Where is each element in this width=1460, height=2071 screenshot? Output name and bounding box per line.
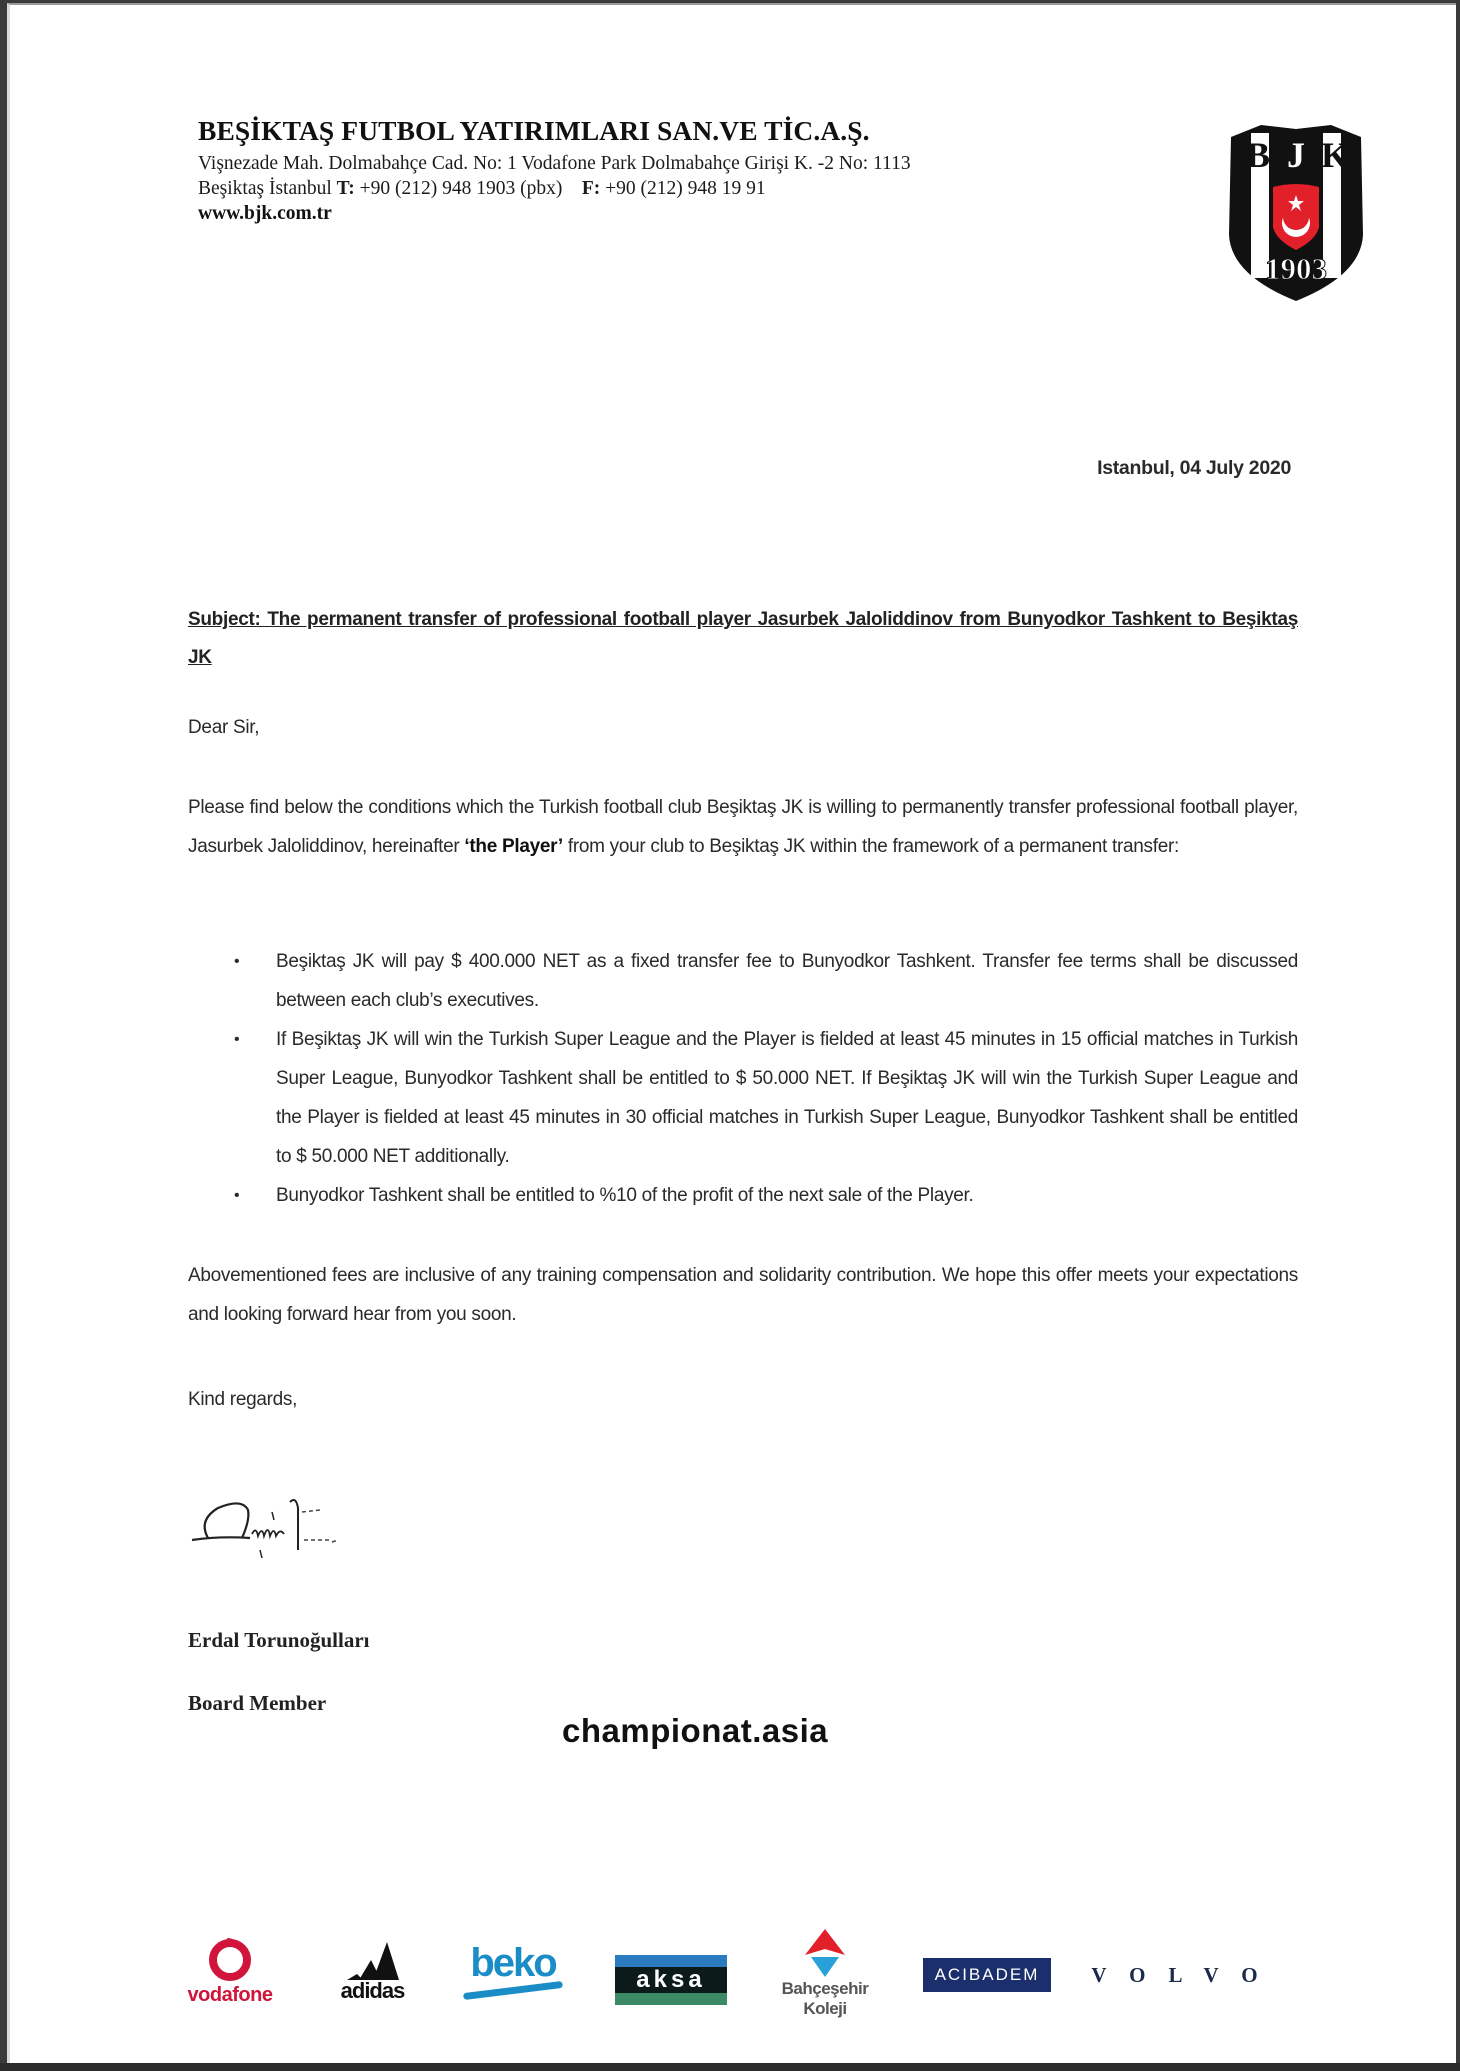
closing-paragraph: Abovementioned fees are inclusive of any training compensation and solidarity contribution. We hope this offer meets your expectations and looking forward hear from you soon. — [188, 1265, 1298, 1325]
watermark-text: championat.asia — [562, 1712, 829, 1749]
subject-line: Subject: The permanent transfer of professional football player Jasurbek Jaloliddinov from Bunyodkor Tashkent to Beşiktaş JK — [188, 609, 1298, 668]
condition-text: If Beşiktaş JK will win the Turkish Super League and the Player is fielded at least 45 minutes in 15 official matches in Turkish Super League, Bunyodkor Tashkent shall be entitled to $ 50.000 NET. If Beşiktaş JK will win the Turkish Super League and the Player is fielded at least 45 minutes in 30 official matches in Turkish Super League, Bunyodkor Tashkent shall be entitled to $ 50.000 NET additionally. — [276, 1029, 1298, 1167]
bullet-icon: • — [234, 1031, 240, 1048]
koleji-label: Koleji — [803, 1998, 847, 2018]
signature-image — [190, 1490, 420, 1575]
vodafone-logo-icon — [207, 1934, 253, 1982]
adidas-label: adidas — [340, 1978, 405, 2003]
intro-text: Please find below the conditions which the Turkish football club Beşiktaş JK is willing to permanently transfer professional football player, Jasurbek Jaloliddinov, hereinafter — [188, 797, 1298, 857]
conditions-list — [188, 942, 1298, 1215]
place-date: Istanbul, 04 July 2020 — [1097, 457, 1291, 479]
bjk-crest-logo — [1221, 115, 1371, 305]
adidas-stripes-icon — [343, 1940, 403, 1980]
player-term: ‘the Player’ — [464, 836, 563, 857]
letter-page — [7, 3, 1456, 2063]
address-city: Beşiktaş İstanbul — [198, 178, 332, 199]
aksa-label: aksa — [615, 1967, 727, 1993]
bullet-icon: • — [234, 953, 240, 970]
sponsor-beko — [458, 1937, 568, 1999]
sponsor-acibadem: ACIBADEM — [923, 1958, 1051, 1992]
sponsor-volvo: VOLVO — [1091, 1962, 1281, 1987]
contact-line — [198, 178, 766, 200]
company-name: BEŞİKTAŞ FUTBOL YATIRIMLARI SAN.VE TİC.A.Ş. — [198, 115, 870, 146]
sponsor-bahcesehir-koleji — [770, 1920, 880, 2025]
condition-item — [188, 942, 1298, 1020]
vodafone-label: vodafone — [187, 1983, 273, 2006]
condition-item — [188, 1176, 1298, 1215]
beko-label: beko — [470, 1940, 556, 1985]
crest-year: 1903 — [1265, 251, 1327, 286]
salutation: Dear Sir, — [188, 717, 260, 738]
crest-letter-j: J — [1287, 135, 1305, 175]
address-line: Vişnezade Mah. Dolmabahçe Cad. No: 1 Vodafone Park Dolmabahçe Girişi K. -2 No: 1113 — [198, 153, 911, 174]
intro-paragraph — [188, 788, 1298, 866]
website-link[interactable]: www.bjk.com.tr — [198, 203, 332, 224]
fax-label: F: — [581, 178, 601, 199]
bottom-frame-edge — [0, 2063, 1460, 2071]
sponsor-vodafone — [175, 1930, 285, 2010]
phone-number: +90 (212) 948 1903 (pbx) — [359, 178, 563, 199]
signer-title: Board Member — [188, 1691, 327, 1715]
bullet-icon: • — [234, 1187, 240, 1204]
bahcesehir-label: Bahçeşehir — [781, 1978, 869, 1998]
crest-letter-k: K — [1320, 135, 1350, 175]
closing-phrase: Kind regards, — [188, 1389, 298, 1410]
condition-text: Beşiktaş JK will pay $ 400.000 NET as a fixed transfer fee to Bunyodkor Tashkent. Transfer fee terms shall be discussed between each club’s executives. — [276, 951, 1298, 1011]
sponsor-aksa — [615, 1955, 727, 2005]
condition-item — [188, 1020, 1298, 1176]
condition-text: Bunyodkor Tashkent shall be entitled to %10 of the profit of the next sale of the Player. — [276, 1185, 974, 1206]
bahcesehir-flame-icon — [803, 1927, 847, 1979]
fax-number: +90 (212) 948 19 91 — [605, 178, 766, 199]
intro-text-end: from your club to Beşiktaş JK within the framework of a permanent transfer: — [562, 836, 1179, 857]
aksa-bottom-band — [615, 1993, 727, 2005]
signer-name: Erdal Torunoğulları — [188, 1628, 370, 1652]
crescent-cutout — [1283, 204, 1309, 230]
phone-label: T: — [336, 178, 355, 199]
sponsor-adidas — [325, 1937, 420, 2007]
crest-letter-b: B — [1245, 135, 1271, 175]
